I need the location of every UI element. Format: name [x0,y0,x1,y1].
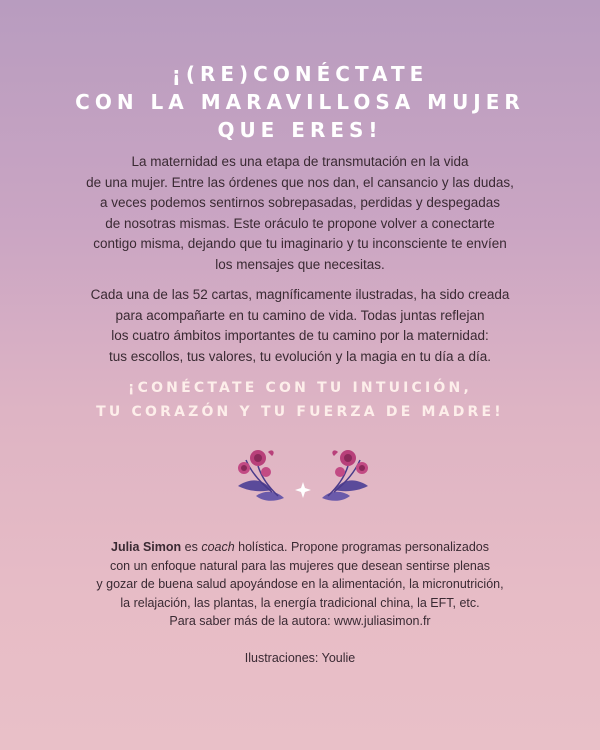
sparkle-star-icon [295,482,311,498]
cards-paragraph [0,285,600,367]
bio-line-3: y gozar de buena salud apoyándose en la alimentación, la micronutrición, [96,577,504,591]
title-line-2: CON LA MARAVILLOSA MUJER [75,90,525,114]
paragraph-line: contigo misma, dejando que tu imaginario y tu inconsciente te envíen [93,236,507,251]
flower-bouquet-icon [322,450,368,501]
main-title [0,60,600,144]
subtitle [0,376,600,424]
paragraph-line: Cada una de las 52 cartas, magníficamente ilustradas, ha sido creada [90,287,510,302]
author-bio [0,538,600,631]
flower-illustration [228,438,378,508]
title-line-1: ¡(RE)CONÉCTATE [171,62,429,86]
bio-line-2: con un enfoque natural para las mujeres que desean sentirse plenas [109,558,491,573]
paragraph-line: tus escollos, tus valores, tu evolución y la magia en tu día a día. [109,348,491,364]
bio-line-4: la relajación, las plantas, la energía tradicional china, la EFT, etc. [120,595,480,610]
paragraph-line: de una mujer. Entre las órdenes que nos dan, el cansancio y las dudas, [86,174,514,190]
title-line-3: QUE ERES! [217,118,383,142]
bio-line-1: Julia Simon es coach holística. Propone programas personalizados [111,540,489,554]
paragraph-line: La maternidad es una etapa de transmutación en la vida [131,154,469,169]
subtitle-line-1: ¡CONÉCTATE CON TU INTUICIÓN, [128,380,472,396]
intro-paragraph [0,152,600,275]
author-name: Julia Simon [111,540,182,554]
paragraph-line: a veces podemos sentirnos sobrepasadas, perdidas y despegadas [99,195,500,210]
illustration-credit: Ilustraciones: Youlie [244,651,356,665]
paragraph-line: para acompañarte en tu camino de vida. Todas juntas reflejan [115,307,485,323]
paragraph-line: de nosotras mismas. Este oráculo te propone volver a conectarte [105,215,495,231]
coach-word: coach [201,540,235,554]
paragraph-line: los cuatro ámbitos importantes de tu camino por la maternidad: [111,328,489,343]
bio-line-5: Para saber más de la autora: www.juliasimon.fr [169,614,431,628]
paragraph-line: los mensajes que necesitas. [215,256,385,272]
flower-bouquet-icon [238,450,284,501]
subtitle-line-2: TU CORAZÓN Y TU FUERZA DE MADRE! [96,404,504,420]
